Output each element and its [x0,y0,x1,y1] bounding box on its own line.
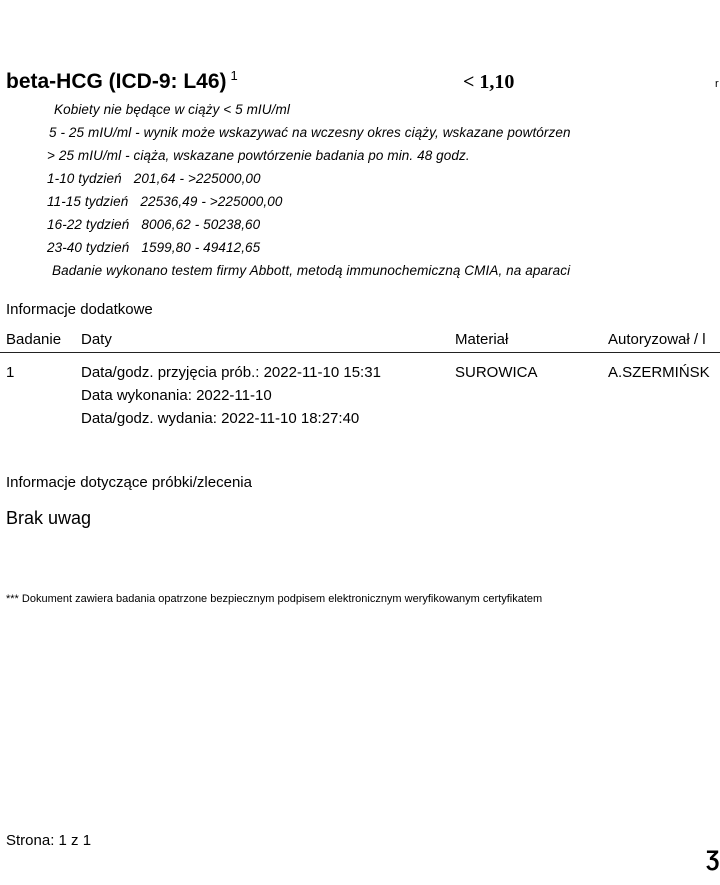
range-label: 1-10 tydzień [47,171,122,186]
signature-note: *** Dokument zawiera badania opatrzone bezpiecznym podpisem elektronicznym weryfikowanym certyfikatem [6,593,543,605]
test-name: beta-HCG (ICD-9: L46) [6,70,227,93]
range-value: 8006,62 - 50238,60 [141,217,261,232]
header-badanie: Badanie [6,331,62,348]
reference-line-3: > 25 mIU/ml - ciąża, wskazane powtórzenie badania po min. 48 godz. [47,148,470,163]
additional-info-heading: Informacje dodatkowe [6,301,153,318]
range-label: 11-15 tydzień [47,194,129,209]
test-footnote: 1 [230,68,238,83]
row-authorized-by: A.SZERMIŃSK [608,364,710,381]
row-date-performed: Data wykonania: 2022-11-10 [81,387,272,404]
row-badanie: 1 [6,364,15,381]
page-number: Strona: 1 z 1 [6,832,92,849]
method-note: Badanie wykonano testem firmy Abbott, metodą immunochemiczną CMIA, na aparaci [52,263,571,278]
row-date-issued: Data/godz. wydania: 2022-11-10 18:27:40 [81,410,360,427]
table-divider [0,352,720,353]
reference-range-row [47,240,260,255]
remarks-text: Brak uwag [6,508,92,528]
reference-range-row [47,217,260,232]
row-material: SUROWICA [455,364,538,381]
range-label: 16-22 tydzień [47,217,130,232]
range-value: 22536,49 - >225000,00 [140,194,283,209]
row-date-received: Data/godz. przyjęcia prób.: 2022-11-10 15:31 [81,364,381,381]
test-result: < 1,10 [463,71,515,93]
edge-mark: r [715,78,719,90]
range-value: 1599,80 - 49412,65 [141,240,261,255]
reference-range-row [47,194,282,209]
reference-range-row [47,171,261,186]
header-autoryzowal: Autoryzował / l [608,331,706,348]
range-value: 201,64 - >225000,00 [133,171,261,186]
reference-line-1: Kobiety nie będące w ciąży < 5 mIU/ml [54,102,290,117]
header-daty: Daty [81,331,112,348]
range-label: 23-40 tydzień [47,240,130,255]
test-title [6,68,238,94]
header-material: Materiał [455,331,509,348]
sample-info-heading: Informacje dotyczące próbki/zlecenia [6,474,252,491]
corner-mark: Ʒ [706,846,720,871]
reference-line-2: 5 - 25 mIU/ml - wynik może wskazywać na wczesny okres ciąży, wskazane powtórzen [49,125,571,140]
